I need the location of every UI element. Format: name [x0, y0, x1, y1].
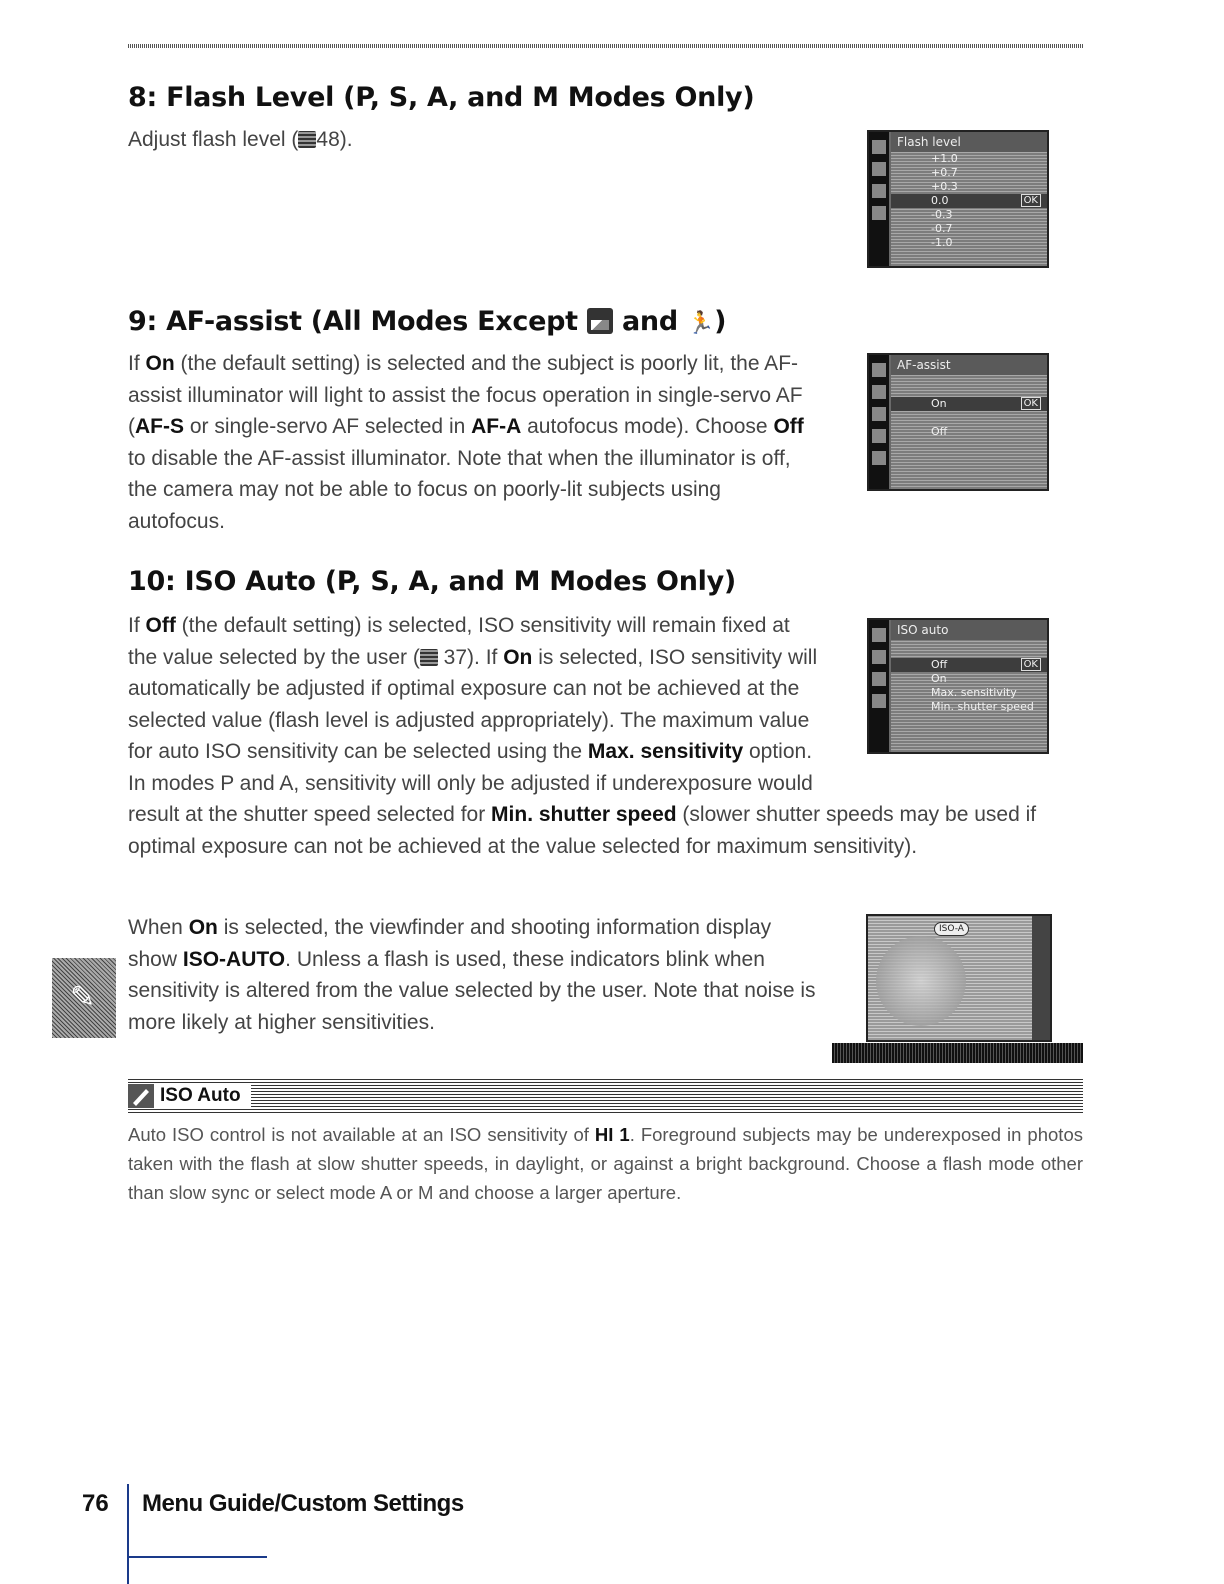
- ok-icon: OK: [1021, 397, 1041, 410]
- menu-row: -0.3: [931, 208, 953, 221]
- menu-row: Max. sensitivity: [931, 686, 1017, 699]
- menu-row: +0.3: [931, 180, 958, 193]
- menu-title: ISO auto: [891, 620, 1047, 640]
- menu-side-tabs: [869, 620, 889, 752]
- menu-row-selected: Off OK: [891, 658, 1047, 672]
- iso-auto-menu-screen: [867, 618, 1049, 754]
- viewfinder-display-bar: [832, 1043, 1083, 1063]
- menu-side-tabs: [869, 132, 889, 266]
- menu-row: Off: [931, 425, 948, 438]
- pencil-icon: ✎: [70, 980, 96, 1015]
- menu-screen: [891, 355, 1047, 489]
- menu-row-selected: 0.0 OK: [891, 194, 1047, 208]
- shooting-info-display: [866, 914, 1052, 1042]
- note-header: [128, 1079, 1083, 1113]
- footer-divider: [127, 1484, 129, 1584]
- menu-screen: [891, 620, 1047, 752]
- pencil-icon: [128, 1084, 154, 1108]
- menu-title: AF-assist: [891, 355, 1047, 375]
- menu-row: +0.7: [931, 166, 958, 179]
- menu-side-tabs: [869, 355, 889, 489]
- top-rule: [128, 44, 1083, 48]
- menu-row: Min. shutter speed: [931, 700, 1034, 713]
- iso-auto-indicator: ISO-A: [934, 922, 969, 936]
- section-heading-flash-level: 8: Flash Level (P, S, A, and M Modes Only): [128, 82, 755, 113]
- note-title: ISO Auto: [160, 1085, 241, 1106]
- footer-rule: [127, 1556, 267, 1558]
- flash-level-description: Adjust flash level ( 48).: [128, 128, 353, 151]
- menu-row: +1.0: [931, 152, 958, 165]
- ok-icon: OK: [1021, 194, 1041, 207]
- note-body: Auto ISO control is not available at an ISO sensitivity of HI 1. Foreground subjects may be underexposed in photos taken with the flash at slow shutter speeds, in daylight, or against a bright background. Choose a flash mode other than slow sync or select mode A or M and choose a larger aperture.: [128, 1124, 1083, 1203]
- af-assist-description: If On (the default setting) is selected and the subject is poorly lit, the AF-assist illuminator will light to assist the focus operation in single-servo AF (AF-S or single-servo AF selected in AF-A autofocus mode). Choose Off to disable the AF-assist illuminator. Note that when the illuminator is off, the camera may not be able to focus on poorly-lit subjects using autofocus.: [128, 352, 804, 533]
- menu-title: Flash level: [891, 132, 1047, 152]
- page-reference-icon: [298, 131, 316, 148]
- menu-row: On: [931, 672, 947, 685]
- section-footer-title: Menu Guide/Custom Settings: [142, 1490, 464, 1517]
- iso-auto-indicator-description: When On is selected, the viewfinder and shooting information display show ISO-AUTO. Unless a flash is used, these indicators blink when sensitivity is altered from the value selected by the user. Note that noise is more likely at higher sensitivities.: [128, 916, 816, 1034]
- display-side-column: [1032, 916, 1050, 1040]
- af-assist-menu-screen: [867, 353, 1049, 491]
- sports-mode-icon: 🏃: [686, 311, 715, 336]
- menu-row: -1.0: [931, 236, 953, 249]
- page-number: 76: [82, 1490, 109, 1517]
- page-reference-icon: [420, 649, 438, 666]
- landscape-mode-icon: [587, 308, 613, 334]
- menu-screen: [891, 132, 1047, 266]
- section-heading-iso-auto: 10: ISO Auto (P, S, A, and M Modes Only): [128, 566, 736, 597]
- flash-level-menu-screen: [867, 130, 1049, 268]
- display-dial: [876, 936, 966, 1026]
- section-heading-af-assist: 9: AF-assist (All Modes Except and 🏃): [128, 306, 727, 337]
- menu-row-selected: On OK: [891, 397, 1047, 411]
- custom-settings-tab-icon: [52, 958, 116, 1038]
- ok-icon: OK: [1021, 658, 1041, 671]
- menu-row: -0.7: [931, 222, 953, 235]
- iso-auto-description: If Off (the default setting) is selected, ISO sensitivity will remain fixed at the value selected by the user ( 37). If On is selected, ISO sensitivity will automatically be adjusted if optimal exposure can not be achieved at the selected value (flash level is adjusted appropriately). The maximum value for auto ISO sensitivity can be selected using the Max. sensitivity option. In modes P and A, sensitivity will only be adjusted if underexposure would result at the shutter speed selected for Min. shutter speed (slower shutter speeds may be used if optimal exposure can not be achieved at the value selected for maximum sensitivity).: [128, 610, 1083, 862]
